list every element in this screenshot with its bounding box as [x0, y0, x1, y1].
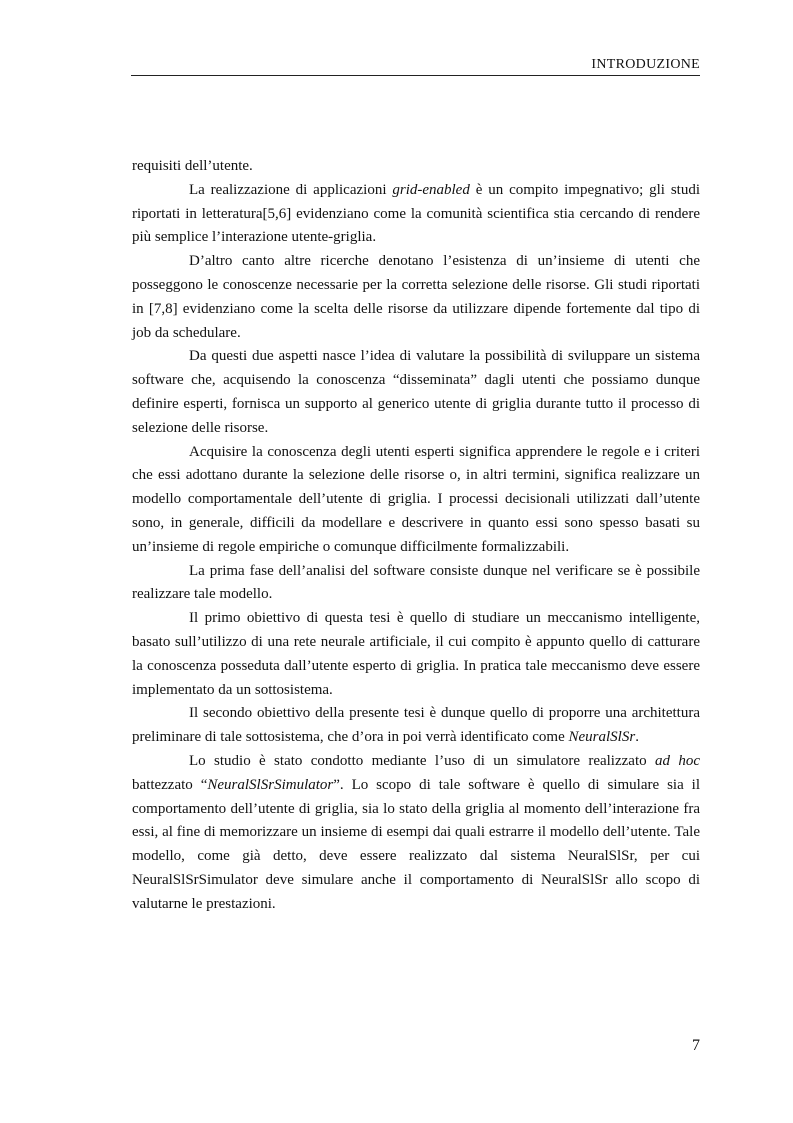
paragraph-3	[132, 345, 700, 440]
paragraph-8-text-c: ”. Lo scopo di tale software è quello di simulare sia il comportamento dell’utente di griglia, sia lo stato della griglia al momento dell’interazione fra essi, al fine di memorizzare un insieme di esempi dai quali estrarre il modello dell’utente. Tale modello, come già detto, deve essere realizzato dal sistema NeuralSlSr, per cui NeuralSlSrSimulator deve simulare anche il comportamento di NeuralSlSr allo scopo di valutarne le prestazioni.	[132, 776, 700, 912]
paragraph-6	[132, 607, 700, 702]
paragraph-2	[132, 250, 700, 345]
paragraph-7-emphasis: NeuralSlSr	[568, 729, 636, 746]
body-text	[132, 155, 700, 917]
paragraph-7	[132, 702, 700, 750]
paragraph-2-text: D’altro canto altre ricerche denotano l’esistenza di un’insieme di utenti che posseggono le conoscenze necessarie per la corretta selezione delle risorse. Gli studi riportati in [7,8] evidenziano come la scelta delle risorse da utilizzare dipende fortemente dal tipo di job da schedulare.	[132, 253, 700, 341]
paragraph-8	[132, 750, 700, 917]
paragraph-0	[132, 155, 700, 179]
paragraph-1	[132, 179, 700, 250]
header-rule	[131, 75, 700, 76]
page-number: 7	[692, 1037, 700, 1054]
paragraph-8-emphasis-2: NeuralSlSrSimulator	[207, 776, 334, 793]
paragraph-8-emphasis-1: ad hoc	[654, 752, 700, 769]
paragraph-5	[132, 560, 700, 608]
paragraph-4-text: Acquisire la conoscenza degli utenti esperti significa apprendere le regole e i criteri che essi adottano durante la selezione delle risorse o, in altri termini, significa realizzare un modello comportamentale dell’utente di griglia. I processi decisionali utilizzati dall’utente sono, in generale, difficili da modellare e descrivere in quanto essi sono spesso basati su un’insieme di regole empiriche o comunque difficilmente formalizzabili.	[132, 443, 700, 555]
running-header-title: INTRODUZIONE	[591, 57, 700, 72]
paragraph-5-text: La prima fase dell’analisi del software consiste dunque nel verificare se è possibile realizzare tale modello.	[132, 562, 700, 603]
paragraph-8-text-a: Lo studio è stato condotto mediante l’uso di un simulatore realizzato	[189, 752, 655, 769]
paragraph-8-text-b: battezzato “	[132, 776, 208, 793]
paragraph-1-emphasis: grid-enabled	[392, 181, 470, 198]
paragraph-1-text-b: è un compito impegnativo; gli studi riportati in letteratura[5,6] evidenziano come la comunità scientifica stia cercando di rendere più semplice l’interazione utente-griglia.	[132, 181, 701, 246]
paragraph-3-text: Da questi due aspetti nasce l’idea di valutare la possibilità di sviluppare un sistema software che, acquisendo la conoscenza “disseminata” dagli utenti che possiamo dunque definire esperti, fornisca un supporto al generico utente di griglia durante tutto il processo di selezione delle risorse.	[132, 348, 700, 436]
paragraph-1-text-a: La realizzazione di applicazioni	[189, 181, 393, 198]
paragraph-0-text: requisiti dell’utente.	[132, 158, 253, 174]
paragraph-7-text-a: Il secondo obiettivo della presente tesi è dunque quello di proporre una architettura preliminare di tale sottosistema, che d’ora in poi verrà identificato come	[132, 705, 700, 746]
paragraph-7-text-b: .	[635, 729, 639, 746]
paragraph-4	[132, 441, 700, 560]
paragraph-6-text: Il primo obiettivo di questa tesi è quello di studiare un meccanismo intelligente, basato sull’utilizzo di una rete neurale artificiale, il cui compito è appunto quello di catturare la conoscenza posseduta dall’utente esperto di griglia. In pratica tale meccanismo deve essere implementato da un sottosistema.	[132, 610, 700, 698]
